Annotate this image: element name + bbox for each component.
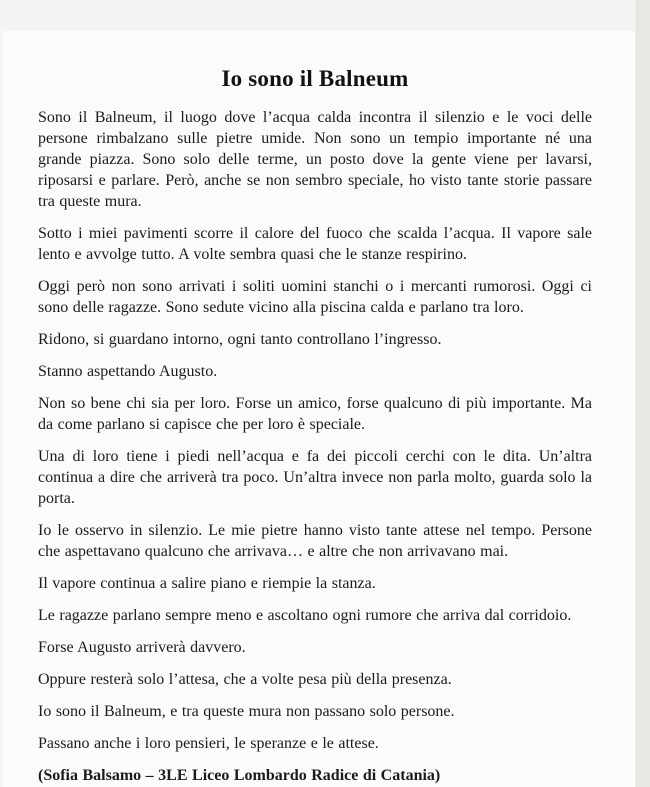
page-content — [2, 31, 635, 786]
paragraph-7: Una di loro tiene i piedi nell’acqua e fa dei piccoli cerchi con le dita. Un’altra continua a dire che arriverà tra poco. Un’altra invece non parla molto, guarda solo la porta. — [38, 448, 592, 507]
paragraph-6: Non so bene chi sia per loro. Forse un amico, forse qualcuno di più importante. Ma da come parlano si capisce che per loro è speciale. — [38, 395, 592, 433]
paragraph-8: Io le osservo in silenzio. Le mie pietre hanno visto tante attese nel tempo. Persone che aspettavano qualcuno che arrivava… e altre che non arrivavano mai. — [38, 522, 592, 560]
paragraph-13: Io sono il Balneum, e tra queste mura non passano solo persone. — [38, 703, 455, 720]
paragraph-3: Oggi però non sono arrivati i soliti uomini stanchi o i mercanti rumorosi. Oggi ci sono delle ragazze. Sono sedute vicino alla piscina calda e parlano tra loro. — [38, 278, 592, 316]
paragraph-11: Forse Augusto arriverà davvero. — [38, 639, 246, 656]
page-right-gutter — [636, 0, 650, 787]
paragraph-1: Sono il Balneum, il luogo dove l’acqua calda incontra il silenzio e le voci delle persone rimbalzano sulle pietre umide. Non sono un tempio importante né una grande piazza. Sono solo delle terme, un posto dove la gente viene per lavarsi, riposarsi e parlare. Però, anche se non sembro speciale, ho visto tante storie passare tra queste mura. — [38, 109, 592, 210]
paragraph-5: Stanno aspettando Augusto. — [38, 363, 218, 380]
paragraph-4: Ridono, si guardano intorno, ogni tanto controllano l’ingresso. — [38, 331, 442, 348]
paragraph-12: Oppure resterà solo l’attesa, che a volte pesa più della presenza. — [38, 671, 452, 688]
document-page — [2, 31, 635, 787]
paragraph-9: Il vapore continua a salire piano e riempie la stanza. — [38, 575, 376, 592]
paragraph-14: Passano anche i loro pensieri, le speranze e le attese. — [38, 735, 379, 752]
paragraph-2: Sotto i miei pavimenti scorre il calore del fuoco che scalda l’acqua. Il vapore sale lento e avvolge tutto. A volte sembra quasi che le stanze respirino. — [38, 225, 592, 263]
author-signature: (Sofia Balsamo – 3LE Liceo Lombardo Radice di Catania) — [38, 767, 441, 784]
paragraph-10: Le ragazze parlano sempre meno e ascoltano ogni rumore che arriva dal corridoio. — [38, 607, 572, 624]
page-title: Io sono il Balneum — [221, 66, 409, 91]
